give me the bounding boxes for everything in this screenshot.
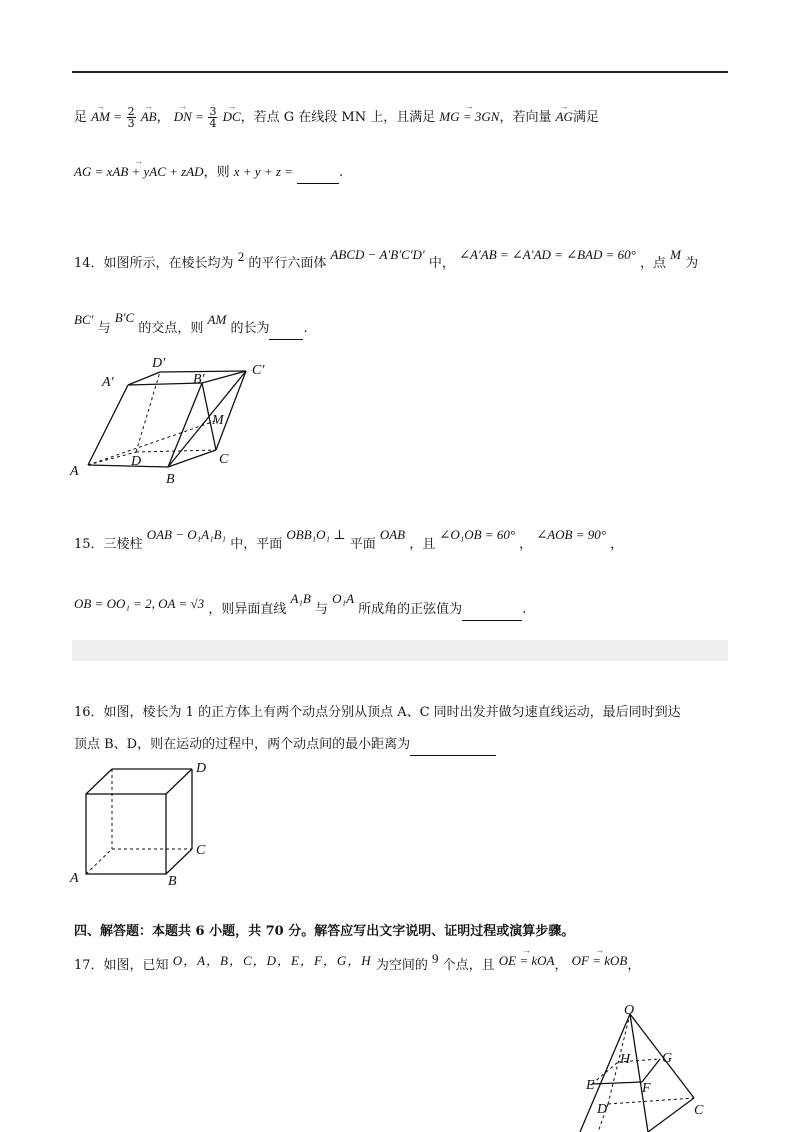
q17-number: 17．如图，已知	[74, 958, 169, 973]
fig16-label-b: B	[168, 874, 177, 888]
prism-name: OAB − O₁A₁B₁	[146, 527, 227, 542]
q13-line2: → AG = xAB + yAC + zAD，则 x + y + z = .	[74, 162, 343, 184]
fig14-label-m: M	[212, 413, 224, 428]
fig16-label-d: D	[196, 761, 207, 776]
fraction-three-quarters: $\frac{3}{4}$	[209, 105, 217, 130]
fig17-label-c: C	[694, 1103, 704, 1118]
fig14-label-b1: B′	[193, 372, 205, 387]
q15-line1: 15．三棱柱 OAB − O₁A₁B₁ 中，平面 OBB₁O₁ ⊥ 平面 OAB ，且 ∠O₁OB = 60° ， ∠AOB = 90° ，	[74, 527, 624, 552]
vector-dc: → DC	[223, 107, 241, 127]
vector-ab: → AB	[141, 107, 157, 127]
point-list: O，A，B，C，D，E，F，G，H	[172, 953, 372, 968]
q15-number: 15．三棱柱	[74, 537, 143, 552]
equation-of: → OF = kOB	[572, 951, 628, 971]
cube-figure	[66, 756, 226, 888]
expression-xyz: x + y + z =	[233, 164, 293, 179]
answer-blank-15	[462, 600, 522, 621]
solid-name: ABCD − A′B′C′D′	[330, 247, 425, 262]
fig17-label-d: D	[597, 1102, 608, 1117]
fig14-label-b: B	[166, 472, 175, 486]
answer-blank-13	[297, 163, 339, 184]
fig17-label-h: H	[620, 1052, 631, 1067]
angle-aob: ∠AOB = 90°	[536, 527, 606, 542]
fig14-label-a1: A′	[102, 375, 114, 390]
fig14-label-a: A	[70, 464, 79, 479]
section-divider-bar	[72, 640, 728, 661]
q13-line1: 足 → AM = $\frac{2}{3}$ → AB， → DN = $\frac{3}{4}$ → DC，若点 G 在线段 MN 上，且满足 → MG = 3GN，若向量 → AG满足	[74, 106, 599, 129]
q16-line2: 顶点 B、D，则在运动的过程中，两个动点间的最小距离为	[74, 735, 496, 756]
fig14-label-c1: C′	[252, 363, 265, 378]
angle-o1ob: ∠O₁OB = 60°	[439, 527, 516, 542]
fig14-label-c: C	[219, 452, 229, 467]
equation-oe: → OE = kOA	[499, 951, 555, 971]
q17-line1: 17．如图，已知 O，A，B，C，D，E，F，G，H 为空间的 9 个点，且 → OE = kOA， → OF = kOB，	[74, 955, 640, 976]
equation-ag-decomposition: → AG = xAB + yAC + zAD	[74, 162, 204, 182]
q15-line2: OB = OO₁ = 2, OA = √3 ，则异面直线 A₁B 与 O₁A 所成角的正弦值为 .	[74, 599, 526, 621]
q14-line2: BC′ 与 B′C 的交点，则 AM 的长为 .	[74, 318, 308, 340]
fig16-label-c: C	[196, 843, 206, 858]
fraction-two-thirds: $\frac{2}{3}$	[127, 105, 135, 130]
fig14-label-d1: D′	[152, 356, 166, 371]
q14-line1: 14．如图所示，在棱长均为 2 的平行六面体 ABCD − A′B′C′D′ 中， ∠A′AB = ∠A′AD = ∠BAD = 60° ，点 M 为	[74, 247, 699, 271]
vector-am: → AM	[91, 107, 110, 127]
q14-number: 14．如图所示，在棱长均为	[74, 256, 234, 271]
answer-blank-14	[269, 319, 303, 340]
fig17-label-e: E	[586, 1078, 595, 1093]
angle-conditions: ∠A′AB = ∠A′AD = ∠BAD = 60°	[459, 247, 636, 262]
header-rule	[72, 71, 728, 73]
pyramid-figure	[570, 1000, 730, 1132]
fig17-label-g: G	[662, 1051, 673, 1066]
fig16-label-a: A	[70, 871, 79, 886]
q13-text-g: ，若点 G 在线段 MN 上，且满足	[240, 110, 436, 125]
parallelepiped-figure	[66, 350, 286, 486]
fig17-label-f: F	[642, 1081, 651, 1096]
vector-ag: → AG	[556, 107, 573, 127]
vector-dn: → DN	[174, 107, 192, 127]
fig17-label-o: O	[624, 1003, 635, 1018]
lengths-equation: OB = OO₁ = 2, OA = √3	[74, 596, 205, 611]
q13-prefix: 足	[74, 110, 88, 125]
answer-blank-16	[410, 735, 496, 756]
equation-mg-gn: → MG = 3GN	[439, 107, 499, 127]
section-heading: 四、解答题：本题共 6 小题，共 70 分。解答应写出文字说明、证明过程或演算步骤。	[74, 924, 575, 939]
fig14-label-d: D	[131, 454, 142, 469]
q16-line1: 16．如图，棱长为 1 的正方体上有两个动点分别从顶点 A、C 同时出发并做匀速直线运动，最后同时到达	[74, 705, 681, 720]
